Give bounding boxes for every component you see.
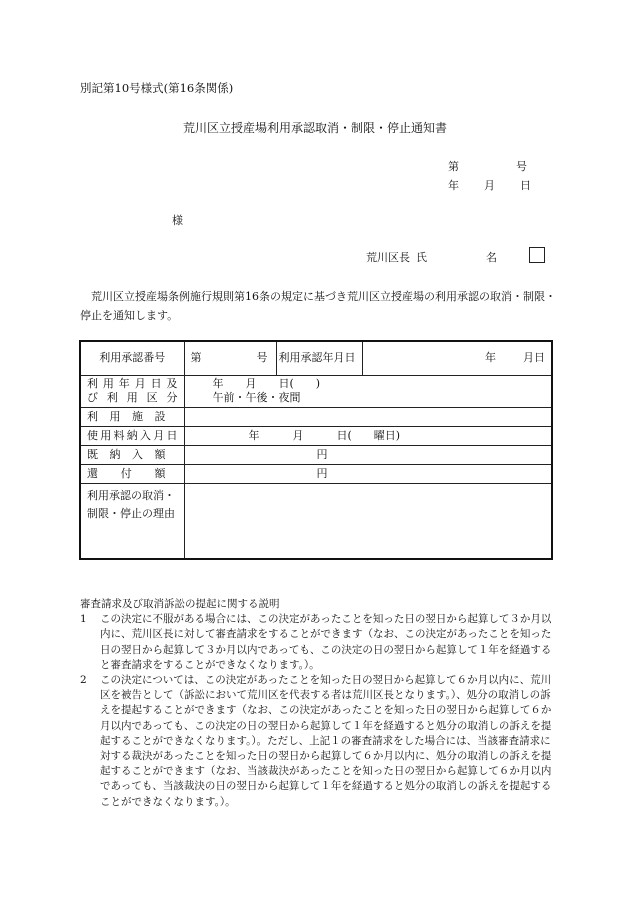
mayor-signature [366, 249, 497, 265]
row-refund-amount [80, 464, 552, 483]
paid-amount-field[interactable]: 円 [184, 445, 552, 464]
facility-field[interactable] [184, 407, 552, 426]
row-approval-number [80, 341, 552, 375]
label-usage-date: 利用年月日及 び利用区分 [80, 375, 184, 407]
document-title: 荒川区立授産場利用承認取消・制限・停止通知書 [182, 121, 447, 135]
label-paid-amount: 既納入額 [80, 445, 184, 464]
usage-date-field[interactable]: 年 月 日( ) 午前・午後・夜間 [184, 375, 552, 407]
refund-amount-field[interactable]: 円 [184, 464, 552, 483]
label-facility: 利用施設 [80, 407, 184, 426]
name-shi: 氏 [416, 251, 427, 264]
date-day: 日 [520, 179, 531, 192]
number-dai: 第 [448, 160, 459, 173]
name-mei: 名 [486, 251, 497, 264]
document-number [448, 158, 527, 174]
approval-date-field[interactable]: 年 月日 [362, 341, 552, 375]
number-go: 号 [516, 160, 527, 173]
label-refund-amount: 還付額 [80, 464, 184, 483]
notice-form-table [79, 340, 553, 560]
addressee-suffix: 様 [172, 214, 183, 227]
mayor-title: 荒川区長 [366, 251, 410, 264]
label-approval-date: 利用承認年月日 [276, 341, 362, 375]
label-reason: 利用承認の取消・ 制限・停止の理由 [80, 483, 184, 559]
form-id: 別記第10号様式(第16条関係) [80, 81, 234, 95]
label-approval-number: 利用承認番号 [80, 341, 184, 375]
explanation-item-2: 2 この決定については、この決定があったことを知った日の翌日から起算して６か月以内に、荒川区を被告として（訴訟において荒川区を代表する者は荒川区長となります。）、処分の取消しの訴えを提起することができます（なお、この決定があったことを知った日の翌日から起算して６か月以内であっても、この決定の日の翌日から起算して１年を経過すると処分の取消しの訴えを提起することができなくなります。）。ただし、上記１の審査請求をした場合には、当該審査請求に対する裁決があったことを知った日の翌日から起算して６か月以内に、処分の取消しの訴えを提起することができます（なお、当該裁決があったことを知った日の翌日から起算して６か月以内であっても、当該裁決の日の翌日から起算して１年を経過すると処分の取消しの訴えを提起することができなくなります。）。 [80, 674, 552, 808]
date-month: 月 [484, 179, 495, 192]
row-reason [80, 483, 552, 559]
row-payment-date [80, 426, 552, 445]
date-year: 年 [448, 179, 459, 192]
payment-date-field[interactable]: 年 月 日( 曜日) [184, 426, 552, 445]
seal-box [529, 247, 545, 263]
notice-body: 荒川区立授産場条例施行規則第16条の規定に基づき荒川区立授産場の利用承認の取消・制限・停止を通知します。 [80, 290, 556, 322]
document-date [448, 177, 531, 193]
row-facility [80, 407, 552, 426]
label-payment-date: 使用料納入月日 [80, 426, 184, 445]
row-paid-amount [80, 445, 552, 464]
explanation-heading: 審査請求及び取消訴訟の提起に関する説明 [80, 598, 280, 610]
approval-number-field[interactable]: 第 号 [184, 341, 276, 375]
row-usage-date [80, 375, 552, 407]
reason-field[interactable] [184, 483, 552, 559]
explanation-item-1: 1 この決定に不服がある場合には、この決定があったことを知った日の翌日から起算して３か月以内に、荒川区長に対して審査請求をすることができます（なお、この決定があったことを知った日の翌日から起算して３か月以内であっても、この決定の日の翌日から起算して１年を経過すると審査請求をすることができなくなります。）。 [80, 613, 552, 671]
appeal-explanation [80, 597, 555, 810]
